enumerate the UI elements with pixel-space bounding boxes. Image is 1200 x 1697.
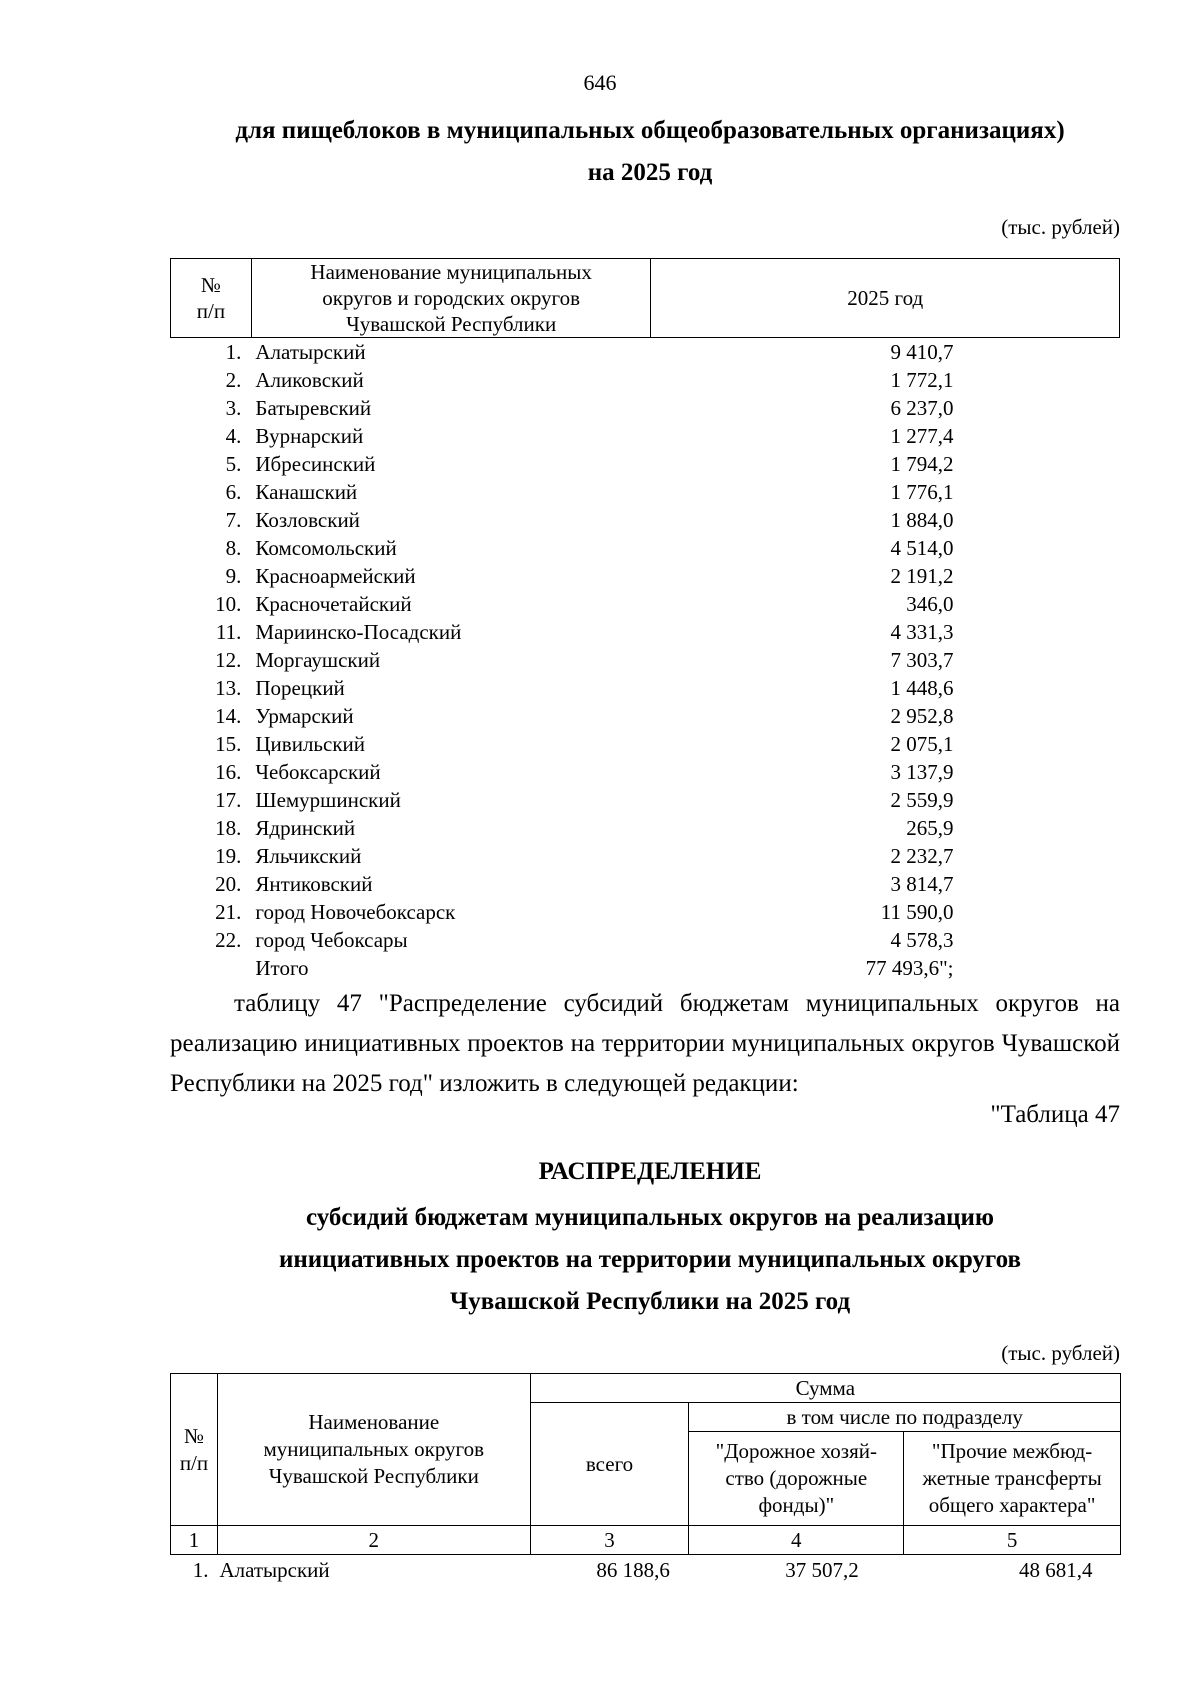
table1-row-name: Батыревский: [255, 396, 372, 420]
table1-row-value: 346,0: [906, 592, 954, 616]
table1: [170, 258, 1120, 982]
table1-row-name: Урмарский: [255, 704, 354, 728]
table1-row: [171, 870, 1120, 898]
table1-row-num: 6.: [225, 480, 242, 504]
table2-row-other: 48 681,4: [1019, 1558, 1093, 1582]
table1-row-name: Аликовский: [255, 368, 364, 392]
table1-row: [171, 786, 1120, 814]
table1-row-value: 2 075,1: [890, 732, 954, 756]
table1-row: [171, 702, 1120, 730]
table2-col-number: 2: [217, 1526, 530, 1555]
table1-row-name: Шемуршинский: [255, 788, 401, 812]
table1-row: [171, 842, 1120, 870]
table1-row-name: город Чебоксары: [255, 928, 408, 952]
table2-col-number: 4: [689, 1526, 904, 1555]
table1-row: [171, 534, 1120, 562]
table1-row-value: 4 331,3: [890, 620, 954, 644]
table1-row-name: Красноармейский: [255, 564, 416, 588]
table1-row-num: 18.: [215, 816, 242, 840]
table1-row-name: Ибресинский: [255, 452, 376, 476]
top-heading-line-1: для пищеблоков в муниципальных общеобразовательных организациях): [235, 117, 1065, 144]
table1-row: [171, 646, 1120, 674]
table1-row: [171, 898, 1120, 926]
table2-col-number: 5: [904, 1526, 1121, 1555]
table1-row-name: город Новочебоксарск: [255, 900, 456, 924]
table1-row-num: 14.: [215, 704, 242, 728]
table1-row-num: 10.: [215, 592, 242, 616]
table2-row-total: 86 188,6: [596, 1558, 670, 1582]
table1-row-num: 11.: [215, 620, 242, 644]
table1-row-num: 22.: [215, 928, 242, 952]
section-heading: [170, 1153, 1130, 1320]
table1-row: [171, 590, 1120, 618]
table1-row-num: 3.: [225, 396, 242, 420]
table1-total-value: 77 493,6";: [865, 956, 954, 980]
table1-row-num: 7.: [225, 508, 242, 532]
table2-header-total: всего: [530, 1403, 689, 1526]
table1-row-num: 19.: [215, 844, 242, 868]
table1-row-name: Янтиковский: [255, 872, 373, 896]
table2: [170, 1373, 1121, 1585]
table1-row-name: Красночетайский: [255, 592, 412, 616]
table1-row-name: Ядринский: [255, 816, 356, 840]
table1-row-value: 11 590,0: [880, 900, 954, 924]
table1-row-num: 2.: [225, 368, 242, 392]
table1-row-name: Комсомольский: [255, 536, 397, 560]
table1-row-value: 4 514,0: [890, 536, 954, 560]
table1-row: [171, 730, 1120, 758]
table1-row-num: 21.: [215, 900, 242, 924]
table1-row: [171, 478, 1120, 506]
table1-row-num: 8.: [225, 536, 242, 560]
table2-header-road: "Дорожное хозяй- ство (дорожные фонды)": [689, 1432, 904, 1526]
table1-row-name: Цивильский: [255, 732, 366, 756]
table1-row: [171, 674, 1120, 702]
table1-row-num: 9.: [225, 564, 242, 588]
table1-row-value: 2 559,9: [890, 788, 954, 812]
table1-total-label: Итого: [255, 956, 309, 980]
table2-header-other: "Прочие межбюд- жетные трансферты общего характера": [904, 1432, 1121, 1526]
table1-row: [171, 926, 1120, 954]
table1-total-blank: [171, 954, 252, 982]
table1-row-value: 1 772,1: [890, 368, 954, 392]
table1-row: [171, 562, 1120, 590]
table1-row-value: 1 448,6: [890, 676, 954, 700]
amendment-paragraph: таблицу 47 "Распределение субсидий бюджетам муниципальных округов на реализацию инициативных проектов на территории муниципальных округов Чувашской Республики на 2025 год" изложить в следующей редакции:: [170, 990, 1120, 1097]
table1-row-num: 4.: [225, 424, 242, 448]
table1-row: [171, 814, 1120, 842]
table1-row-value: 9 410,7: [890, 340, 954, 364]
table1-row-num: 5.: [225, 452, 242, 476]
table1-row-name: Вурнарский: [255, 424, 364, 448]
table2-header-sum: Сумма: [530, 1374, 1120, 1403]
table1-row-num: 16.: [215, 760, 242, 784]
table2-column-numbers: [171, 1526, 1121, 1555]
table1-row-name: Мариинско-Посадский: [255, 620, 462, 644]
table1-row-value: 1 776,1: [890, 480, 954, 504]
table1-row-value: 2 952,8: [890, 704, 954, 728]
table1-row-name: Алатырский: [255, 340, 366, 364]
table1-row-name: Чебоксарский: [255, 760, 381, 784]
table2-row-name: Алатырский: [219, 1558, 330, 1582]
table1-total-row: [171, 954, 1120, 982]
table1-header-num: № п/п: [171, 259, 252, 338]
table2-row: [171, 1555, 1121, 1586]
table1-row-value: 6 237,0: [890, 396, 954, 420]
table1-row: [171, 618, 1120, 646]
table1-row-name: Канашский: [255, 480, 358, 504]
section-heading-line-2: инициативных проектов на территории муниципальных округов: [278, 1246, 1022, 1273]
table1-row-value: 2 232,7: [890, 844, 954, 868]
table1-row-name: Козловский: [255, 508, 360, 532]
table1-row-num: 17.: [215, 788, 242, 812]
table1-row-num: 13.: [215, 676, 242, 700]
table1-body: [171, 338, 1120, 983]
table1-row-num: 12.: [215, 648, 242, 672]
table1-unit: (тыс. рублей): [1001, 215, 1120, 239]
table2-unit: (тыс. рублей): [1001, 1341, 1120, 1365]
table1-row-value: 1 277,4: [890, 424, 954, 448]
table1-row: [171, 422, 1120, 450]
page-number: 646: [583, 70, 617, 95]
table1-row-value: 2 191,2: [890, 564, 954, 588]
table1-row: [171, 394, 1120, 422]
table1-row-name: Порецкий: [255, 676, 345, 700]
table1-row-value: 1 794,2: [890, 452, 954, 476]
table1-row-num: 1.: [225, 340, 242, 364]
table2-header-name: Наименование муниципальных округов Чувашской Республики: [217, 1374, 530, 1526]
section-heading-line-3: Чувашской Республики на 2025 год: [449, 1288, 851, 1315]
table1-header-name: Наименование муниципальных округов и городских округов Чувашской Республики: [251, 259, 651, 338]
table1-row: [171, 338, 1120, 367]
table-47-label: "Таблица 47: [990, 1101, 1120, 1128]
table1-row-name: Моргаушский: [255, 648, 381, 672]
top-heading-line-2: на 2025 год: [587, 159, 713, 186]
table2-header-including: в том числе по подразделу: [689, 1403, 1121, 1432]
table1-row: [171, 506, 1120, 534]
table2-row-num: 1.: [192, 1558, 209, 1582]
table1-row-name: Яльчикский: [255, 844, 362, 868]
section-title: РАСПРЕДЕЛЕНИЕ: [538, 1158, 762, 1185]
top-heading: [170, 112, 1130, 191]
table1-row-num: 15.: [215, 732, 242, 756]
table2-row-road: 37 507,2: [785, 1558, 859, 1582]
table2-header-num: № п/п: [171, 1374, 218, 1526]
table1-row: [171, 758, 1120, 786]
table1-row-value: 3 137,9: [890, 760, 954, 784]
table1-row: [171, 450, 1120, 478]
table1-row-value: 3 814,7: [890, 872, 954, 896]
table2-col-number: 3: [530, 1526, 689, 1555]
table1-row: [171, 366, 1120, 394]
table2-col-number: 1: [171, 1526, 218, 1555]
table1-row-num: 20.: [215, 872, 242, 896]
table1-header-year: 2025 год: [651, 259, 1120, 338]
table1-row-value: 1 884,0: [890, 508, 954, 532]
table1-row-value: 265,9: [906, 816, 954, 840]
section-heading-line-1: субсидий бюджетам муниципальных округов на реализацию: [305, 1204, 994, 1231]
table1-row-value: 4 578,3: [890, 928, 954, 952]
table1-row-value: 7 303,7: [890, 648, 954, 672]
